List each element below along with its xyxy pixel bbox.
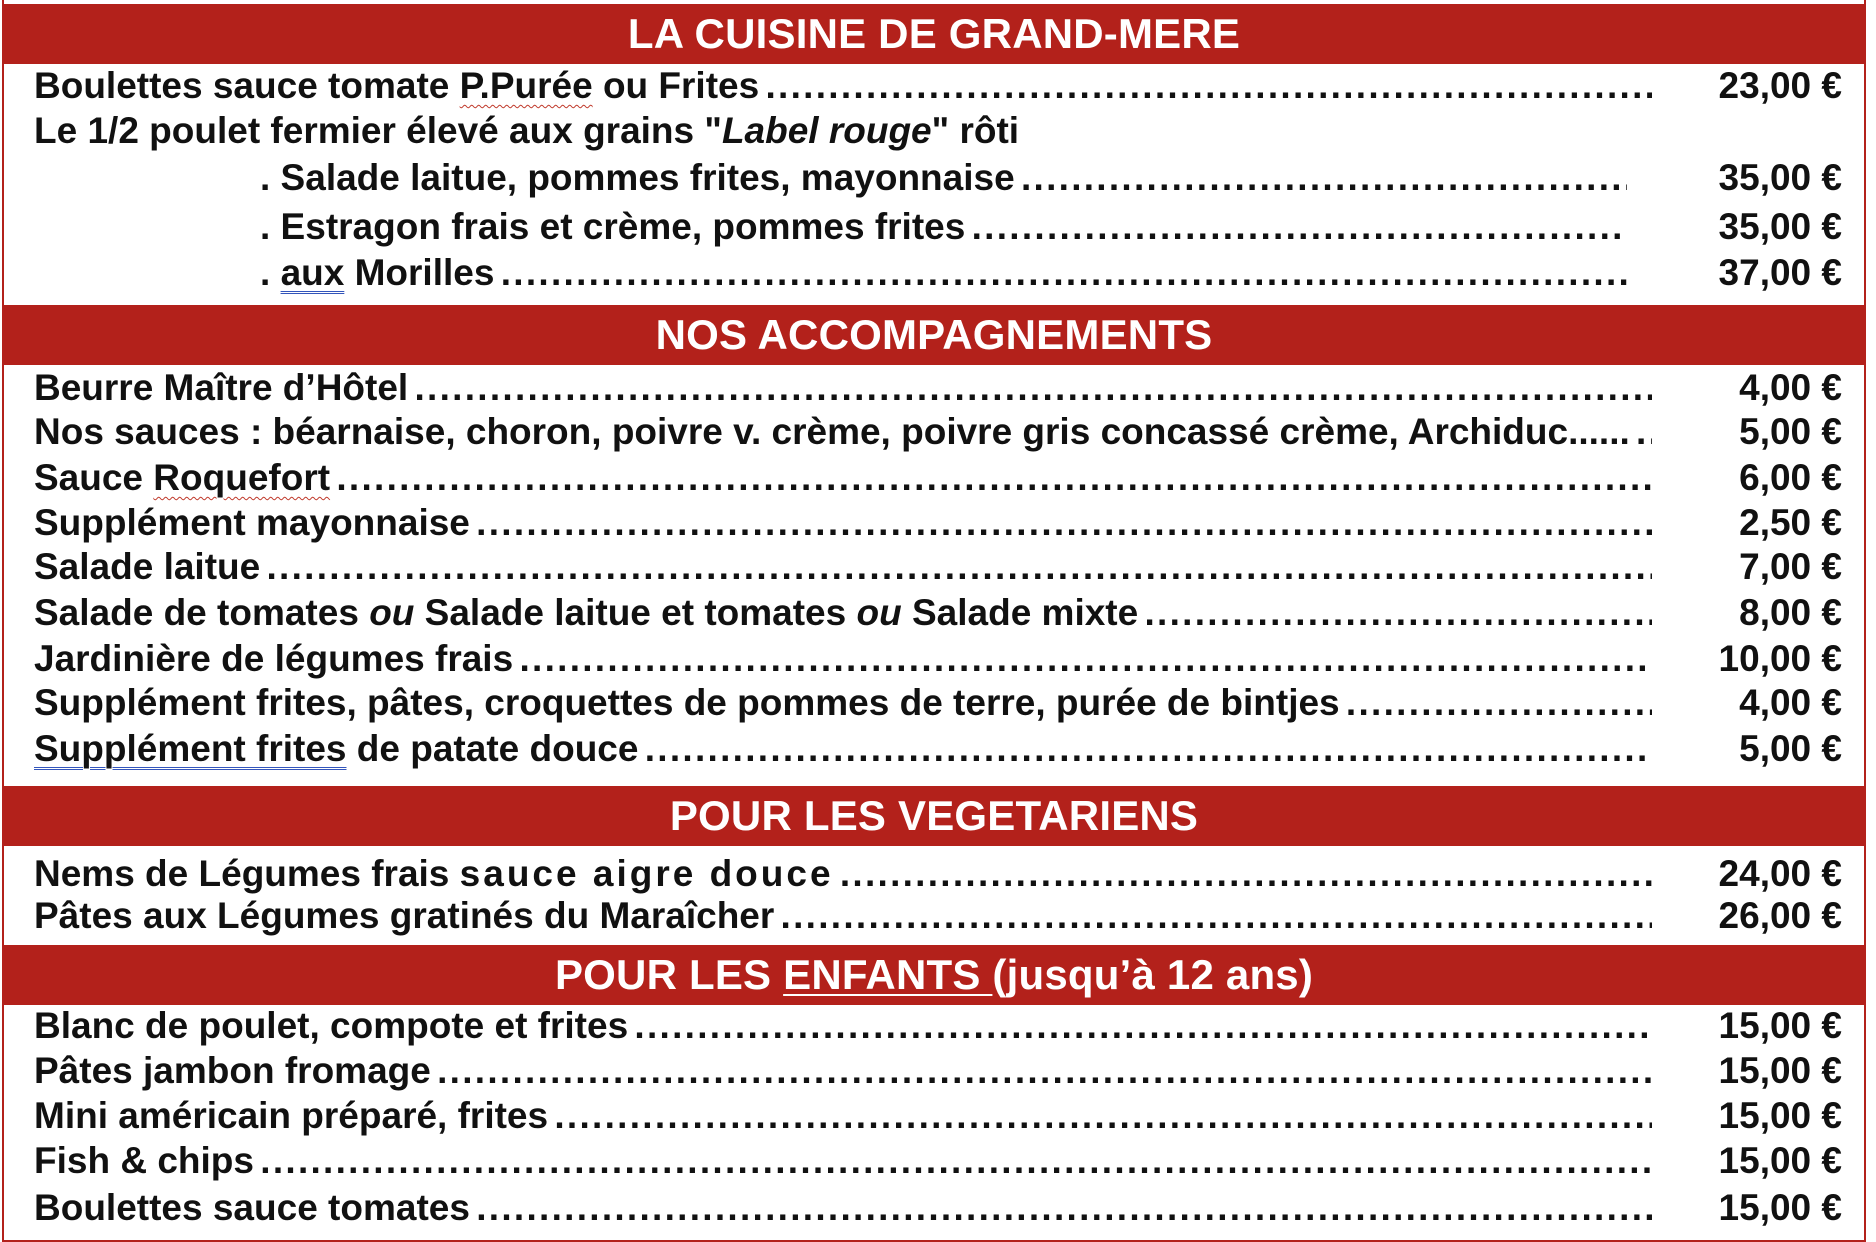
section-header-vegetariens bbox=[4, 786, 1864, 846]
menu-item-price: 24,00 € bbox=[1718, 853, 1842, 894]
menu-item bbox=[34, 590, 1842, 636]
menu-item-name: Le 1/2 poulet fermier élevé aux grains "Label rouge" rôti bbox=[34, 110, 1020, 151]
menu-item bbox=[34, 544, 1842, 590]
menu-item bbox=[34, 500, 1842, 546]
section-title: NOS ACCOMPAGNEMENTS bbox=[655, 311, 1213, 358]
menu-item-price: 6,00 € bbox=[1739, 457, 1842, 498]
menu-item-name: Supplément frites, pâtes, croquettes de pommes de terre, purée de bintjes . . . bbox=[34, 680, 1652, 726]
menu-item bbox=[34, 409, 1842, 455]
menu-item-name: Pâtes aux Légumes gratinés du Maraîcher . . . bbox=[34, 893, 1652, 939]
menu-item-name: Salade laitue . . . bbox=[34, 544, 1652, 590]
menu-item bbox=[34, 455, 1842, 501]
menu-item-name: Supplément mayonnaise . . . bbox=[34, 500, 1652, 546]
section-header-grand-mere bbox=[4, 4, 1864, 64]
section-title: POUR LES VEGETARIENS bbox=[669, 792, 1199, 839]
menu-item bbox=[34, 365, 1842, 411]
menu-item bbox=[34, 893, 1842, 939]
section-header-accompagnements bbox=[4, 305, 1864, 365]
menu-item bbox=[34, 63, 1842, 109]
menu-item-name: Salade de tomates ou Salade laitue et tomates ou Salade mixte . . . bbox=[34, 590, 1652, 636]
section-header-enfants bbox=[4, 945, 1864, 1005]
menu-item-price: 35,00 € bbox=[1718, 157, 1842, 198]
section-title: POUR LES ENFANTS (jusqu’à 12 ans) bbox=[554, 951, 1314, 998]
menu-item-price: 8,00 € bbox=[1739, 592, 1842, 633]
menu-item bbox=[34, 726, 1842, 772]
menu-item-name: Supplément frites de patate douce . . . bbox=[34, 726, 1652, 772]
menu-item-name: Blanc de poulet, compote et frites . . . bbox=[34, 1003, 1652, 1049]
menu-item bbox=[34, 204, 1842, 250]
menu-item-price: 7,00 € bbox=[1739, 546, 1842, 587]
menu-item-name: Jardinière de légumes frais . . . bbox=[34, 636, 1652, 682]
menu-item-name: Nos sauces : béarnaise, choron, poivre v. crème, poivre gris concassé crème, Archiduc...... . . . bbox=[34, 409, 1652, 455]
menu-item bbox=[34, 680, 1842, 726]
menu-item-price: 37,00 € bbox=[1718, 252, 1842, 293]
menu-item-name: . Salade laitue, pommes frites, mayonnaise . . . bbox=[260, 155, 1627, 201]
menu-item-price: 26,00 € bbox=[1718, 895, 1842, 936]
menu-item-price: 23,00 € bbox=[1718, 65, 1842, 106]
menu-item-price: 15,00 € bbox=[1718, 1187, 1842, 1228]
menu-item-price: 5,00 € bbox=[1739, 728, 1842, 769]
menu-item-price: 15,00 € bbox=[1718, 1050, 1842, 1091]
menu-item bbox=[34, 1093, 1842, 1139]
menu-item-name: Fish & chips . . . bbox=[34, 1138, 1652, 1184]
menu-item bbox=[34, 155, 1842, 201]
menu-item bbox=[34, 851, 1842, 897]
menu-item bbox=[34, 636, 1842, 682]
menu-item-heading bbox=[34, 108, 1842, 154]
menu-item-name: Pâtes jambon fromage . . . bbox=[34, 1048, 1652, 1094]
menu-page bbox=[2, 0, 1866, 1242]
menu-item-name: Nems de Légumes frais sauce aigre douce . . . bbox=[34, 851, 1652, 897]
menu-item-price: 10,00 € bbox=[1718, 638, 1842, 679]
menu-item-price: 15,00 € bbox=[1718, 1140, 1842, 1181]
menu-item-price: 4,00 € bbox=[1739, 682, 1842, 723]
section-title: LA CUISINE DE GRAND-MERE bbox=[627, 10, 1241, 57]
menu-item-price: 35,00 € bbox=[1718, 206, 1842, 247]
menu-item-name: Sauce Roquefort . . . bbox=[34, 455, 1652, 501]
menu-item-price: 4,00 € bbox=[1739, 367, 1842, 408]
menu-item-name: Boulettes sauce tomates . . . bbox=[34, 1185, 1652, 1231]
menu-item-name: Beurre Maître d’Hôtel . . . bbox=[34, 365, 1652, 411]
menu-item bbox=[34, 1048, 1842, 1094]
menu-item bbox=[34, 250, 1842, 296]
menu-item bbox=[34, 1185, 1842, 1231]
menu-item-price: 5,00 € bbox=[1739, 411, 1842, 452]
menu-item-price: 15,00 € bbox=[1718, 1095, 1842, 1136]
menu-item-name: Mini américain préparé, frites . . . bbox=[34, 1093, 1652, 1139]
menu-item-price: 2,50 € bbox=[1739, 502, 1842, 543]
menu-item-price: 15,00 € bbox=[1718, 1005, 1842, 1046]
menu-item-name: Boulettes sauce tomate P.Purée ou Frites . . . bbox=[34, 63, 1652, 109]
menu-item-name: . Estragon frais et crème, pommes frites . . . bbox=[260, 204, 1627, 250]
menu-item-name: . aux Morilles . . . bbox=[260, 250, 1627, 296]
menu-item bbox=[34, 1003, 1842, 1049]
menu-item bbox=[34, 1138, 1842, 1184]
